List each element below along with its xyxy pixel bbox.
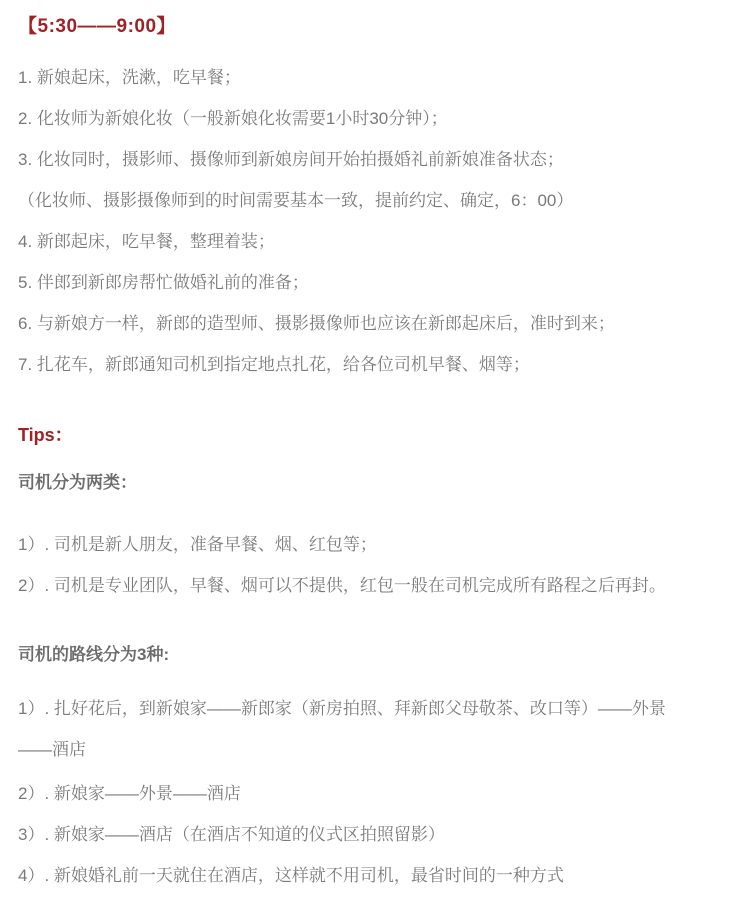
- schedule-item-6: 6. 与新娘方一样，新郎的造型师、摄影摄像师也应该在新郎起床后，准时到来；: [18, 314, 615, 333]
- driver-route-item-4: 4）. 新娘婚礼前一天就住在酒店，这样就不用司机，最省时间的一种方式: [18, 866, 564, 885]
- driver-route-item-1: 1）. 扎好花后，到新娘家——新郎家（新房拍照、拜新郎父母敬茶、改口等）——外景——酒店: [18, 699, 666, 759]
- driver-route-item-2: 2）. 新娘家——外景——酒店: [18, 784, 241, 803]
- schedule-item-1: 1. 新娘起床，洗漱，吃早餐；: [18, 68, 241, 87]
- driver-type-item-1: 1）. 司机是新人朋友，准备早餐、烟、红包等；: [18, 535, 377, 554]
- tips-heading: Tips：: [18, 425, 73, 445]
- driver-route-item-3: 3）. 新娘家——酒店（在酒店不知道的仪式区拍照留影）: [18, 825, 445, 844]
- driver-type-item-2: 2）. 司机是专业团队，早餐、烟可以不提供，红包一般在司机完成所有路程之后再封。: [18, 576, 666, 595]
- driver-types-heading: 司机分为两类：: [18, 473, 137, 492]
- time-range-heading: 【5:30——9:00】: [18, 16, 177, 37]
- schedule-item-5: 5. 伴郎到新郎房帮忙做婚礼前的准备；: [18, 273, 309, 292]
- schedule-item-4: 4. 新郎起床，吃早餐，整理着装；: [18, 232, 275, 251]
- schedule-item-3: 3. 化妆同时，摄影师、摄像师到新娘房间开始拍摄婚礼前新娘准备状态；: [18, 150, 564, 169]
- schedule-item-3-note: （化妆师、摄影摄像师到的时间需要基本一致，提前约定、确定，6：00）: [18, 191, 574, 210]
- schedule-item-7: 7. 扎花车，新郎通知司机到指定地点扎花，给各位司机早餐、烟等；: [18, 355, 530, 374]
- driver-routes-heading: 司机的路线分为3种:: [18, 645, 170, 664]
- schedule-item-2: 2. 化妆师为新娘化妆（一般新娘化妆需要1小时30分钟）；: [18, 109, 448, 128]
